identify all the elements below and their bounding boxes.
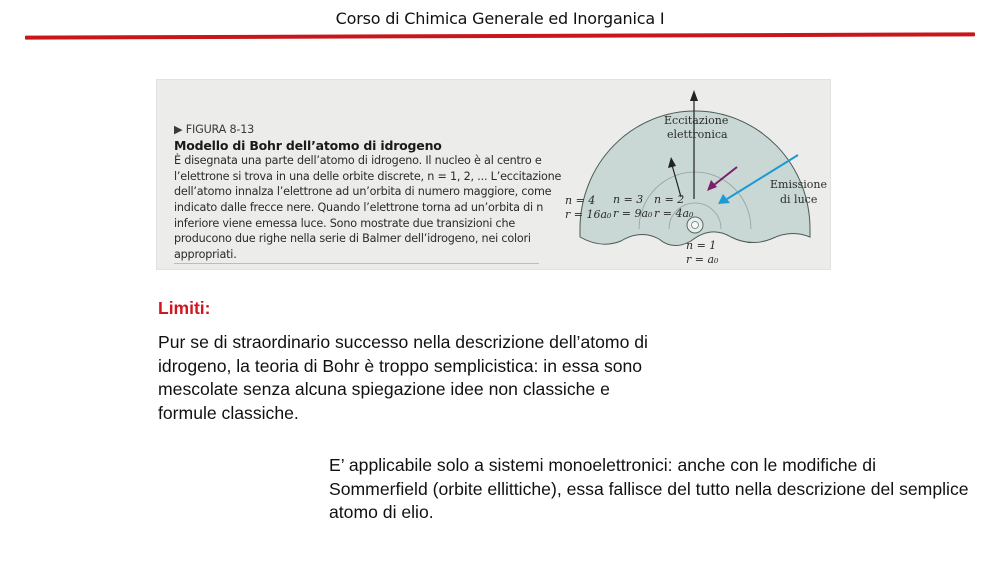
- excitation-label-1: Eccitazione: [664, 114, 729, 127]
- excitation-arrowhead-long: [690, 90, 698, 101]
- label-r2: r = 4a₀: [654, 207, 694, 220]
- label-n1: n = 1: [686, 239, 717, 252]
- emission-label-1: Emissione: [770, 178, 828, 191]
- bohr-model-diagram: [561, 79, 831, 270]
- excitation-label-2: elettronica: [667, 128, 728, 141]
- label-r1: r = a₀: [686, 253, 719, 266]
- label-n3: n = 3: [613, 193, 644, 206]
- header-divider: [25, 32, 975, 39]
- page-header-title: Corso di Chimica Generale ed Inorganica I: [335, 9, 665, 28]
- label-r4: r = 16a₀: [565, 208, 612, 221]
- figure-body: È disegnata una parte dell’atomo di idrogeno. Il nucleo è al centro e l’elettrone si trova in una delle orbite discrete, n = 1, 2, ... L’eccitazione dell’atomo innalza l’elettrone ad un’orbita di numero maggiore, come indicato dalle frecce nere. Quando l’elettrone torna ad un’orbita di n inferiore viene emessa luce. Sono mostrate due transizioni che producono due righe nella serie di Balmer dell’idrogeno, nei colori appropriati.: [174, 154, 562, 261]
- label-n2: n = 2: [654, 193, 685, 206]
- limits-paragraph-1: Pur se di straordinario successo nella descrizione dell’atomo di idrogeno, la teoria di Bohr è troppo semplicistica: in essa sono mescolate senza alcuna spiegazione idee non classiche e formule classiche.: [158, 332, 648, 423]
- figure-caption-rule: [174, 263, 539, 264]
- emission-label-2: di luce: [780, 193, 818, 206]
- figure-caption: [174, 122, 564, 262]
- figure-label: ▶ FIGURA 8-13: [174, 123, 255, 136]
- limits-heading: Limiti:: [158, 298, 211, 318]
- limits-paragraph-2: E’ applicabile solo a sistemi monoelettronici: anche con le modifiche di Sommerfield (orbite ellittiche), essa fallisce del tutto nella descrizione del semplice atomo di elio.: [329, 455, 969, 522]
- figure-image: [156, 79, 831, 270]
- label-n4: n = 4: [565, 194, 596, 207]
- label-r3: r = 9a₀: [613, 207, 653, 220]
- figure-title: Modello di Bohr dell’atomo di idrogeno: [174, 137, 442, 153]
- nucleus-core: [692, 222, 699, 229]
